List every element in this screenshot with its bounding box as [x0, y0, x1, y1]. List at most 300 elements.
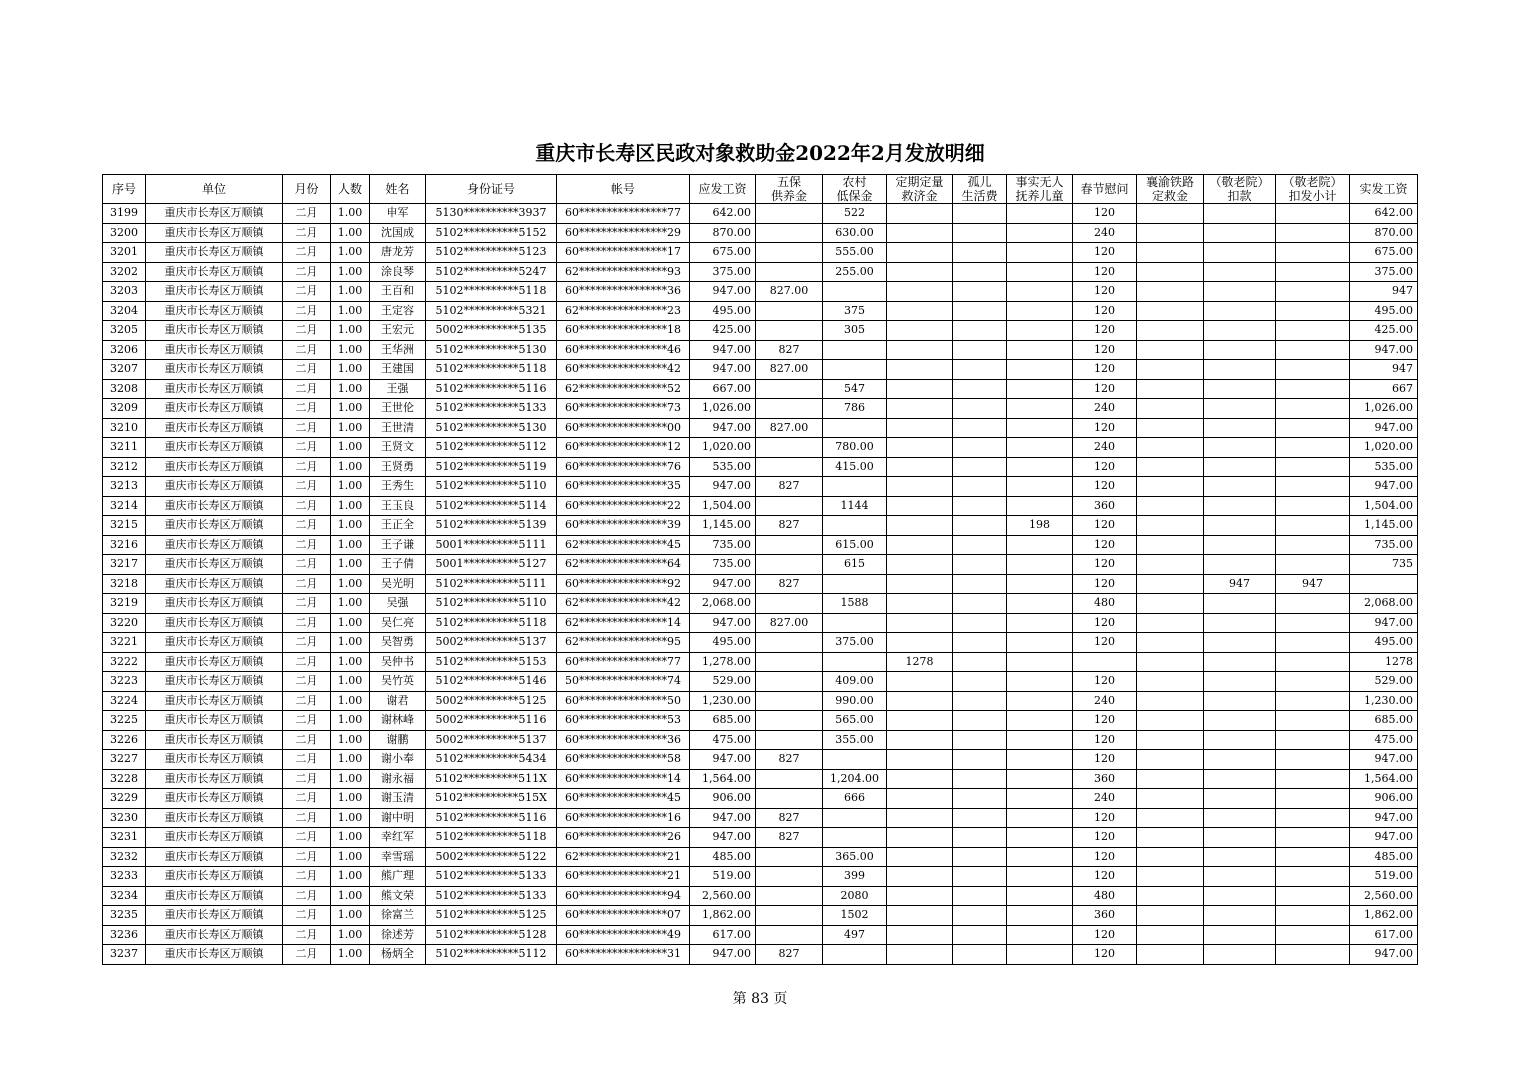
table-cell: 熊文荣	[370, 886, 426, 906]
table-cell	[953, 691, 1007, 711]
table-cell	[1204, 808, 1276, 828]
table-cell: 5102**********5118	[426, 282, 557, 302]
table-cell: 5102**********5114	[426, 496, 557, 516]
table-cell: 1.00	[331, 204, 370, 224]
table-row	[103, 769, 1418, 789]
table-cell	[1007, 223, 1073, 243]
table-cell	[1204, 789, 1276, 809]
table-cell: 重庆市长寿区万顺镇	[146, 301, 283, 321]
table-cell: 947	[1204, 574, 1276, 594]
table-cell: 120	[1073, 321, 1137, 341]
table-cell	[1137, 925, 1204, 945]
table-cell: 1,278.00	[690, 652, 756, 672]
table-cell	[887, 594, 953, 614]
table-cell: 3199	[103, 204, 146, 224]
table-cell: 王宏元	[370, 321, 426, 341]
table-cell	[887, 691, 953, 711]
table-row	[103, 360, 1418, 380]
table-cell: 谢永福	[370, 769, 426, 789]
table-cell	[887, 321, 953, 341]
table-cell: 3209	[103, 399, 146, 419]
table-cell: 5002**********5137	[426, 633, 557, 653]
table-cell: 60****************39	[557, 516, 690, 536]
table-cell: 60****************12	[557, 438, 690, 458]
table-cell: 重庆市长寿区万顺镇	[146, 750, 283, 770]
column-header: 应发工资	[690, 175, 756, 204]
table-cell	[953, 477, 1007, 497]
table-cell: 495.00	[690, 301, 756, 321]
table-cell	[953, 555, 1007, 575]
table-cell: 1.00	[331, 555, 370, 575]
table-cell	[953, 769, 1007, 789]
table-cell	[1137, 847, 1204, 867]
table-cell	[1137, 730, 1204, 750]
table-cell: 涂良琴	[370, 262, 426, 282]
table-cell	[756, 262, 823, 282]
table-cell	[1137, 711, 1204, 731]
table-cell	[1276, 418, 1350, 438]
column-header: 帐号	[557, 175, 690, 204]
table-cell: 535.00	[1350, 457, 1418, 477]
table-cell: 240	[1073, 691, 1137, 711]
table-cell: 735.00	[1350, 535, 1418, 555]
table-cell: 375.00	[823, 633, 887, 653]
table-cell: 1.00	[331, 847, 370, 867]
table-cell: 1,026.00	[690, 399, 756, 419]
table-cell: 二月	[283, 438, 331, 458]
table-cell: 495.00	[1350, 301, 1418, 321]
table-cell	[1204, 594, 1276, 614]
table-cell: 二月	[283, 594, 331, 614]
table-cell: 3218	[103, 574, 146, 594]
table-cell: 重庆市长寿区万顺镇	[146, 223, 283, 243]
table-cell: 3210	[103, 418, 146, 438]
table-cell: 5002**********5122	[426, 847, 557, 867]
table-cell: 60****************31	[557, 945, 690, 965]
table-cell	[1007, 204, 1073, 224]
table-cell: 120	[1073, 945, 1137, 965]
table-cell: 重庆市长寿区万顺镇	[146, 828, 283, 848]
table-cell	[1204, 672, 1276, 692]
table-cell: 3220	[103, 613, 146, 633]
table-cell: 1.00	[331, 906, 370, 926]
table-cell	[756, 672, 823, 692]
table-cell	[953, 204, 1007, 224]
table-cell: 5102**********5119	[426, 457, 557, 477]
table-cell: 重庆市长寿区万顺镇	[146, 925, 283, 945]
table-cell	[953, 925, 1007, 945]
table-row	[103, 945, 1418, 965]
table-cell: 3223	[103, 672, 146, 692]
table-row	[103, 457, 1418, 477]
table-cell: 827	[756, 828, 823, 848]
table-cell	[1204, 633, 1276, 653]
table-cell: 3201	[103, 243, 146, 263]
table-cell: 120	[1073, 808, 1137, 828]
table-cell: 62****************93	[557, 262, 690, 282]
table-cell: 重庆市长寿区万顺镇	[146, 789, 283, 809]
table-cell: 1278	[887, 652, 953, 672]
table-cell	[887, 301, 953, 321]
table-cell: 475.00	[690, 730, 756, 750]
table-cell: 120	[1073, 243, 1137, 263]
table-cell	[756, 438, 823, 458]
table-cell	[823, 360, 887, 380]
table-cell: 947	[1276, 574, 1350, 594]
table-cell: 二月	[283, 711, 331, 731]
table-cell	[1204, 535, 1276, 555]
table-cell	[1204, 906, 1276, 926]
table-cell: 唐龙芳	[370, 243, 426, 263]
table-cell: 重庆市长寿区万顺镇	[146, 438, 283, 458]
table-cell: 947.00	[1350, 945, 1418, 965]
table-cell: 3230	[103, 808, 146, 828]
table-cell	[756, 711, 823, 731]
table-cell: 906.00	[690, 789, 756, 809]
table-cell	[1137, 750, 1204, 770]
table-cell: 1.00	[331, 613, 370, 633]
table-cell: 827.00	[756, 418, 823, 438]
table-cell	[953, 906, 1007, 926]
table-row	[103, 243, 1418, 263]
table-cell	[953, 652, 1007, 672]
table-cell: 240	[1073, 789, 1137, 809]
table-cell: 1.00	[331, 535, 370, 555]
table-cell: 5102**********5128	[426, 925, 557, 945]
table-row	[103, 906, 1418, 926]
table-cell	[953, 672, 1007, 692]
table-cell: 二月	[283, 477, 331, 497]
table-cell: 5102**********5110	[426, 477, 557, 497]
table-cell: 617.00	[690, 925, 756, 945]
table-cell: 二月	[283, 906, 331, 926]
table-row	[103, 301, 1418, 321]
table-cell	[1276, 750, 1350, 770]
table-row	[103, 750, 1418, 770]
table-cell: 667.00	[690, 379, 756, 399]
table-cell: 375.00	[1350, 262, 1418, 282]
table-cell: 3214	[103, 496, 146, 516]
table-cell	[887, 360, 953, 380]
table-cell	[1007, 594, 1073, 614]
table-cell: 947	[1350, 360, 1418, 380]
table-cell: 780.00	[823, 438, 887, 458]
table-cell	[756, 555, 823, 575]
table-cell: 666	[823, 789, 887, 809]
table-cell	[887, 418, 953, 438]
table-cell	[953, 535, 1007, 555]
table-cell: 谢林峰	[370, 711, 426, 731]
table-cell	[1276, 399, 1350, 419]
table-cell: 425.00	[690, 321, 756, 341]
table-cell: 重庆市长寿区万顺镇	[146, 906, 283, 926]
table-cell	[1204, 340, 1276, 360]
table-cell: 1.00	[331, 945, 370, 965]
table-cell: 60****************17	[557, 243, 690, 263]
table-cell	[1204, 613, 1276, 633]
table-cell: 947.00	[690, 360, 756, 380]
table-cell	[1137, 769, 1204, 789]
table-cell: 5102**********5321	[426, 301, 557, 321]
table-row	[103, 262, 1418, 282]
table-cell: 399	[823, 867, 887, 887]
table-cell: 3203	[103, 282, 146, 302]
table-cell: 3237	[103, 945, 146, 965]
table-cell	[823, 418, 887, 438]
table-cell	[1137, 535, 1204, 555]
table-cell	[1007, 555, 1073, 575]
table-cell	[887, 574, 953, 594]
table-cell: 重庆市长寿区万顺镇	[146, 262, 283, 282]
column-header: （敬老院） 扣发小计	[1276, 175, 1350, 204]
table-cell	[1007, 496, 1073, 516]
table-cell: 谢君	[370, 691, 426, 711]
table-cell	[953, 730, 1007, 750]
table-cell	[756, 652, 823, 672]
table-cell: 3231	[103, 828, 146, 848]
table-cell: 870.00	[690, 223, 756, 243]
table-cell	[887, 730, 953, 750]
table-cell: 3236	[103, 925, 146, 945]
table-cell: 60****************42	[557, 360, 690, 380]
table-cell	[1276, 691, 1350, 711]
table-cell	[1204, 301, 1276, 321]
table-cell: 375	[823, 301, 887, 321]
column-header: （敬老院） 扣款	[1204, 175, 1276, 204]
table-cell	[1007, 321, 1073, 341]
table-cell: 1.00	[331, 672, 370, 692]
table-cell	[756, 223, 823, 243]
column-header: 月份	[283, 175, 331, 204]
table-cell	[953, 828, 1007, 848]
table-cell: 1.00	[331, 438, 370, 458]
table-cell	[756, 321, 823, 341]
table-cell: 480	[1073, 886, 1137, 906]
table-cell: 120	[1073, 379, 1137, 399]
table-cell	[1276, 594, 1350, 614]
table-cell: 3222	[103, 652, 146, 672]
table-cell: 827	[756, 477, 823, 497]
table-row	[103, 574, 1418, 594]
table-cell	[1007, 360, 1073, 380]
table-cell	[1007, 672, 1073, 692]
table-cell	[887, 867, 953, 887]
table-cell: 827	[756, 750, 823, 770]
table-cell: 409.00	[823, 672, 887, 692]
table-cell	[953, 574, 1007, 594]
table-cell: 王贤文	[370, 438, 426, 458]
table-cell	[953, 301, 1007, 321]
table-cell	[1137, 496, 1204, 516]
table-cell: 947.00	[690, 828, 756, 848]
table-cell	[1137, 477, 1204, 497]
table-cell: 王子谦	[370, 535, 426, 555]
table-cell: 重庆市长寿区万顺镇	[146, 516, 283, 536]
table-cell: 吴光明	[370, 574, 426, 594]
table-cell	[887, 535, 953, 555]
table-cell	[1137, 282, 1204, 302]
table-cell: 62****************45	[557, 535, 690, 555]
table-cell: 5102**********511X	[426, 769, 557, 789]
table-cell: 5102**********5112	[426, 438, 557, 458]
table-cell: 二月	[283, 399, 331, 419]
table-cell	[887, 633, 953, 653]
table-cell	[887, 223, 953, 243]
table-cell	[756, 730, 823, 750]
table-cell: 60****************36	[557, 282, 690, 302]
table-cell: 1,020.00	[1350, 438, 1418, 458]
table-cell	[1276, 243, 1350, 263]
table-cell: 60****************73	[557, 399, 690, 419]
table-cell: 535.00	[690, 457, 756, 477]
table-cell: 5102**********515X	[426, 789, 557, 809]
table-row	[103, 223, 1418, 243]
table-cell	[1276, 457, 1350, 477]
column-header: 实发工资	[1350, 175, 1418, 204]
table-cell	[823, 945, 887, 965]
table-cell: 杨炳全	[370, 945, 426, 965]
table-cell	[756, 691, 823, 711]
table-row	[103, 633, 1418, 653]
table-cell: 62****************95	[557, 633, 690, 653]
table-row	[103, 652, 1418, 672]
table-cell: 1,564.00	[1350, 769, 1418, 789]
table-row	[103, 477, 1418, 497]
table-cell: 3233	[103, 867, 146, 887]
table-cell: 二月	[283, 418, 331, 438]
table-cell: 重庆市长寿区万顺镇	[146, 847, 283, 867]
table-row	[103, 672, 1418, 692]
table-cell	[1276, 633, 1350, 653]
table-cell: 1,862.00	[690, 906, 756, 926]
table-cell	[1204, 730, 1276, 750]
table-cell: 947.00	[1350, 750, 1418, 770]
table-cell: 二月	[283, 828, 331, 848]
table-cell: 675.00	[1350, 243, 1418, 263]
table-cell	[1137, 418, 1204, 438]
table-cell	[1350, 574, 1418, 594]
table-cell	[887, 945, 953, 965]
table-cell: 二月	[283, 282, 331, 302]
table-cell	[1137, 223, 1204, 243]
table-cell	[1276, 730, 1350, 750]
table-cell	[887, 789, 953, 809]
table-cell: 王华洲	[370, 340, 426, 360]
table-cell	[1007, 243, 1073, 263]
table-cell: 5102**********5133	[426, 867, 557, 887]
table-cell	[1204, 847, 1276, 867]
table-cell: 60****************49	[557, 925, 690, 945]
table-cell: 2,560.00	[1350, 886, 1418, 906]
table-cell	[953, 613, 1007, 633]
table-cell: 1.00	[331, 262, 370, 282]
table-cell	[887, 847, 953, 867]
table-cell: 365.00	[823, 847, 887, 867]
table-cell	[756, 906, 823, 926]
table-cell: 60****************92	[557, 574, 690, 594]
table-cell: 3221	[103, 633, 146, 653]
table-cell: 5102**********5118	[426, 828, 557, 848]
table-cell	[887, 340, 953, 360]
table-cell: 120	[1073, 340, 1137, 360]
table-cell: 5102**********5247	[426, 262, 557, 282]
table-cell: 1.00	[331, 711, 370, 731]
table-cell	[1137, 574, 1204, 594]
table-cell: 947.00	[690, 750, 756, 770]
table-cell: 120	[1073, 555, 1137, 575]
table-cell	[953, 360, 1007, 380]
table-cell	[1137, 243, 1204, 263]
table-cell	[1276, 379, 1350, 399]
table-cell: 重庆市长寿区万顺镇	[146, 691, 283, 711]
table-cell	[1204, 243, 1276, 263]
table-cell: 675.00	[690, 243, 756, 263]
table-cell: 1.00	[331, 730, 370, 750]
table-cell: 870.00	[1350, 223, 1418, 243]
table-cell: 495.00	[690, 633, 756, 653]
table-cell	[1276, 613, 1350, 633]
column-header: 人数	[331, 175, 370, 204]
table-cell: 547	[823, 379, 887, 399]
table-cell: 谢鹏	[370, 730, 426, 750]
table-cell: 495.00	[1350, 633, 1418, 653]
table-cell	[1007, 379, 1073, 399]
table-cell: 1,145.00	[690, 516, 756, 536]
table-cell: 305	[823, 321, 887, 341]
table-cell	[887, 906, 953, 926]
table-cell	[953, 945, 1007, 965]
table-cell	[887, 438, 953, 458]
table-cell	[953, 789, 1007, 809]
table-cell	[1137, 652, 1204, 672]
table-cell	[953, 886, 1007, 906]
table-cell: 522	[823, 204, 887, 224]
table-cell	[1204, 379, 1276, 399]
table-cell: 5002**********5125	[426, 691, 557, 711]
column-header: 姓名	[370, 175, 426, 204]
table-cell	[1137, 691, 1204, 711]
table-row	[103, 204, 1418, 224]
table-cell: 2080	[823, 886, 887, 906]
table-cell: 3200	[103, 223, 146, 243]
table-cell: 二月	[283, 769, 331, 789]
table-cell: 徐富兰	[370, 906, 426, 926]
table-cell: 二月	[283, 847, 331, 867]
table-cell	[1276, 496, 1350, 516]
table-row	[103, 399, 1418, 419]
table-cell	[1007, 808, 1073, 828]
table-cell: 947.00	[690, 574, 756, 594]
table-cell: 1,204.00	[823, 769, 887, 789]
table-cell	[1276, 516, 1350, 536]
table-cell	[887, 496, 953, 516]
table-cell: 3234	[103, 886, 146, 906]
table-cell	[1137, 594, 1204, 614]
table-cell	[953, 223, 1007, 243]
table-cell	[887, 379, 953, 399]
table-cell: 1,026.00	[1350, 399, 1418, 419]
table-cell	[1137, 789, 1204, 809]
table-row	[103, 847, 1418, 867]
table-cell: 947.00	[690, 282, 756, 302]
table-cell: 2,068.00	[1350, 594, 1418, 614]
table-cell: 3212	[103, 457, 146, 477]
table-cell: 60****************53	[557, 711, 690, 731]
table-cell: 重庆市长寿区万顺镇	[146, 633, 283, 653]
table-cell	[756, 243, 823, 263]
table-cell: 5002**********5137	[426, 730, 557, 750]
table-cell	[1007, 906, 1073, 926]
